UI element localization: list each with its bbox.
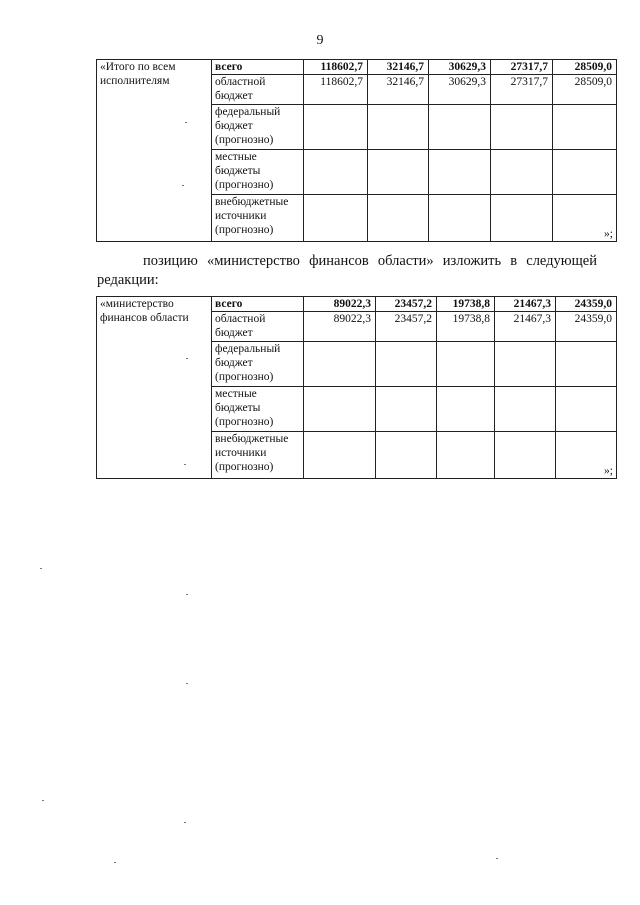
value-cell — [304, 150, 368, 195]
value-cell — [304, 387, 376, 432]
source-type-cell: всего — [212, 60, 304, 75]
value-cell: 23457,2 — [376, 297, 437, 312]
value-cell — [429, 105, 491, 150]
value-cell — [368, 150, 429, 195]
value-cell: 32146,7 — [368, 60, 429, 75]
value-cell: 118602,7 — [304, 75, 368, 105]
value-cell: 118602,7 — [304, 60, 368, 75]
value-cell — [491, 150, 553, 195]
value-cell: 32146,7 — [368, 75, 429, 105]
source-type-cell: федеральный бюджет (прогнозно) — [212, 342, 304, 387]
scan-speck — [182, 185, 184, 186]
budget-table-ministry — [96, 296, 617, 479]
closing-quote: »; — [556, 432, 617, 479]
value-cell — [491, 195, 553, 242]
value-cell — [553, 150, 617, 195]
value-cell — [495, 387, 556, 432]
scan-speck — [185, 122, 187, 123]
value-cell — [495, 432, 556, 479]
amendment-paragraph: позицию «министерство финансов области» изложить в следующей редакции: — [97, 253, 597, 288]
source-type-cell: областной бюджет — [212, 312, 304, 342]
value-cell — [429, 150, 491, 195]
value-cell: 19738,8 — [437, 312, 495, 342]
value-cell: 89022,3 — [304, 297, 376, 312]
source-type-cell: всего — [212, 297, 304, 312]
source-type-cell: областной бюджет — [212, 75, 304, 105]
source-type-cell: местные бюджеты (прогнозно) — [212, 387, 304, 432]
value-cell: 27317,7 — [491, 60, 553, 75]
value-cell: 21467,3 — [495, 297, 556, 312]
value-cell: 19738,8 — [437, 297, 495, 312]
source-type-cell: федеральный бюджет (прогнозно) — [212, 105, 304, 150]
table-row — [97, 60, 617, 75]
scan-speck — [40, 568, 42, 569]
value-cell — [376, 387, 437, 432]
executor-cell: «министерство финансов области — [97, 297, 212, 479]
value-cell — [368, 195, 429, 242]
value-cell — [376, 342, 437, 387]
closing-quote: »; — [553, 195, 617, 242]
scan-speck — [184, 822, 186, 823]
value-cell — [304, 195, 368, 242]
value-cell — [495, 342, 556, 387]
value-cell: 30629,3 — [429, 75, 491, 105]
value-cell — [437, 432, 495, 479]
value-cell: 24359,0 — [556, 297, 617, 312]
scan-speck — [114, 862, 116, 863]
value-cell — [437, 387, 495, 432]
value-cell: 89022,3 — [304, 312, 376, 342]
value-cell: 30629,3 — [429, 60, 491, 75]
value-cell — [304, 432, 376, 479]
value-cell: 23457,2 — [376, 312, 437, 342]
value-cell — [376, 432, 437, 479]
scan-speck — [42, 800, 44, 801]
value-cell: 24359,0 — [556, 312, 617, 342]
source-type-cell: местные бюджеты (прогнозно) — [212, 150, 304, 195]
value-cell — [304, 105, 368, 150]
value-cell — [556, 342, 617, 387]
value-cell — [491, 105, 553, 150]
table-row — [97, 297, 617, 312]
source-type-cell: внебюджетные источники (прогнозно) — [212, 195, 304, 242]
value-cell — [429, 195, 491, 242]
value-cell — [368, 105, 429, 150]
scan-speck — [496, 858, 498, 859]
scan-speck — [186, 358, 188, 359]
value-cell — [553, 105, 617, 150]
value-cell: 27317,7 — [491, 75, 553, 105]
value-cell — [556, 387, 617, 432]
scan-speck — [186, 594, 188, 595]
value-cell: 28509,0 — [553, 60, 617, 75]
value-cell: 21467,3 — [495, 312, 556, 342]
source-type-cell: внебюджетные источники (прогнозно) — [212, 432, 304, 479]
executor-cell: «Итого по всем исполнителям — [97, 60, 212, 242]
value-cell: 28509,0 — [553, 75, 617, 105]
page-number: 9 — [316, 33, 324, 48]
scan-speck — [186, 683, 188, 684]
value-cell — [437, 342, 495, 387]
budget-table-total — [96, 59, 617, 242]
value-cell — [304, 342, 376, 387]
scan-speck — [184, 464, 186, 465]
